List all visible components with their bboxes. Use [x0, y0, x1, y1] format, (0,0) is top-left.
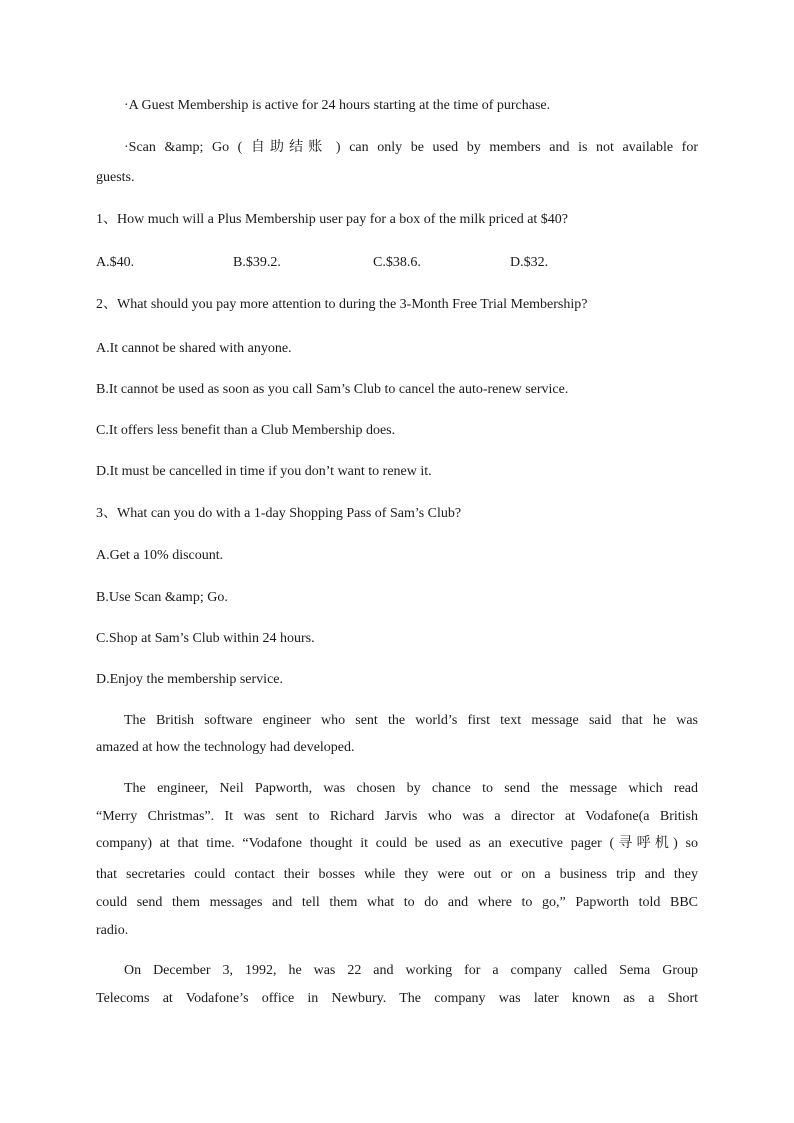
scan-and-go-note: ·Scan &amp; Go ( 自助结账 ) can only be used by members and is not available for [124, 140, 698, 155]
passage-paragraph-3-line-1: On December 3, 1992, he was 22 and working for a company called Sema Group [124, 963, 698, 978]
passage-paragraph-2-line-2: “Merry Christmas”. It was sent to Richard Jarvis who was a director at Vodafone(a British [96, 809, 698, 824]
passage-paragraph-2-line-5: could send them messages and tell them what to do and where to go,” Papworth told BBC [96, 895, 698, 910]
question-3-stem: 3、What can you do with a 1-day Shopping Pass of Sam’s Club? [96, 506, 462, 521]
passage-paragraph-2-line-6: radio. [96, 923, 129, 938]
passage-paragraph-2-line-1: The engineer, Neil Papworth, was chosen by chance to send the message which read [124, 781, 698, 796]
question-3-option-a: A.Get a 10% discount. [96, 548, 224, 563]
question-2-option-c: C.It offers less benefit than a Club Membership does. [96, 423, 396, 438]
question-1-option-b: B.$39.2. [233, 255, 281, 270]
question-1-option-a: A.$40. [96, 255, 135, 270]
guest-membership-note: ·A Guest Membership is active for 24 hours starting at the time of purchase. [124, 98, 551, 113]
question-1-stem: 1、How much will a Plus Membership user pay for a box of the milk priced at $40? [96, 212, 569, 227]
passage-paragraph-1-line-2: amazed at how the technology had developed. [96, 740, 355, 755]
passage-paragraph-3-line-2: Telecoms at Vodafone’s office in Newbury. The company was later known as a Short [96, 991, 698, 1006]
question-1-option-d: D.$32. [510, 255, 549, 270]
passage-paragraph-1-line-1: The British software engineer who sent the world’s first text message said that he was [124, 713, 698, 728]
question-3-option-c: C.Shop at Sam’s Club within 24 hours. [96, 631, 315, 646]
passage-paragraph-2-line-3: company) at that time. “Vodafone thought it could be used as an executive pager (寻呼机) so [96, 836, 698, 851]
question-3-option-d: D.Enjoy the membership service. [96, 672, 284, 687]
passage-paragraph-2-line-4: that secretaries could contact their bosses while they were out or on a business trip and they [96, 867, 698, 882]
question-2-option-d: D.It must be cancelled in time if you don’t want to renew it. [96, 464, 432, 479]
question-1-option-c: C.$38.6. [373, 255, 421, 270]
question-2-option-b: B.It cannot be used as soon as you call Sam’s Club to cancel the auto-renew service. [96, 382, 569, 397]
question-2-option-a: A.It cannot be shared with anyone. [96, 341, 292, 356]
question-2-stem: 2、What should you pay more attention to during the 3-Month Free Trial Membership? [96, 297, 588, 312]
question-3-option-b: B.Use Scan &amp; Go. [96, 590, 228, 605]
scan-and-go-note-continued: guests. [96, 170, 135, 185]
